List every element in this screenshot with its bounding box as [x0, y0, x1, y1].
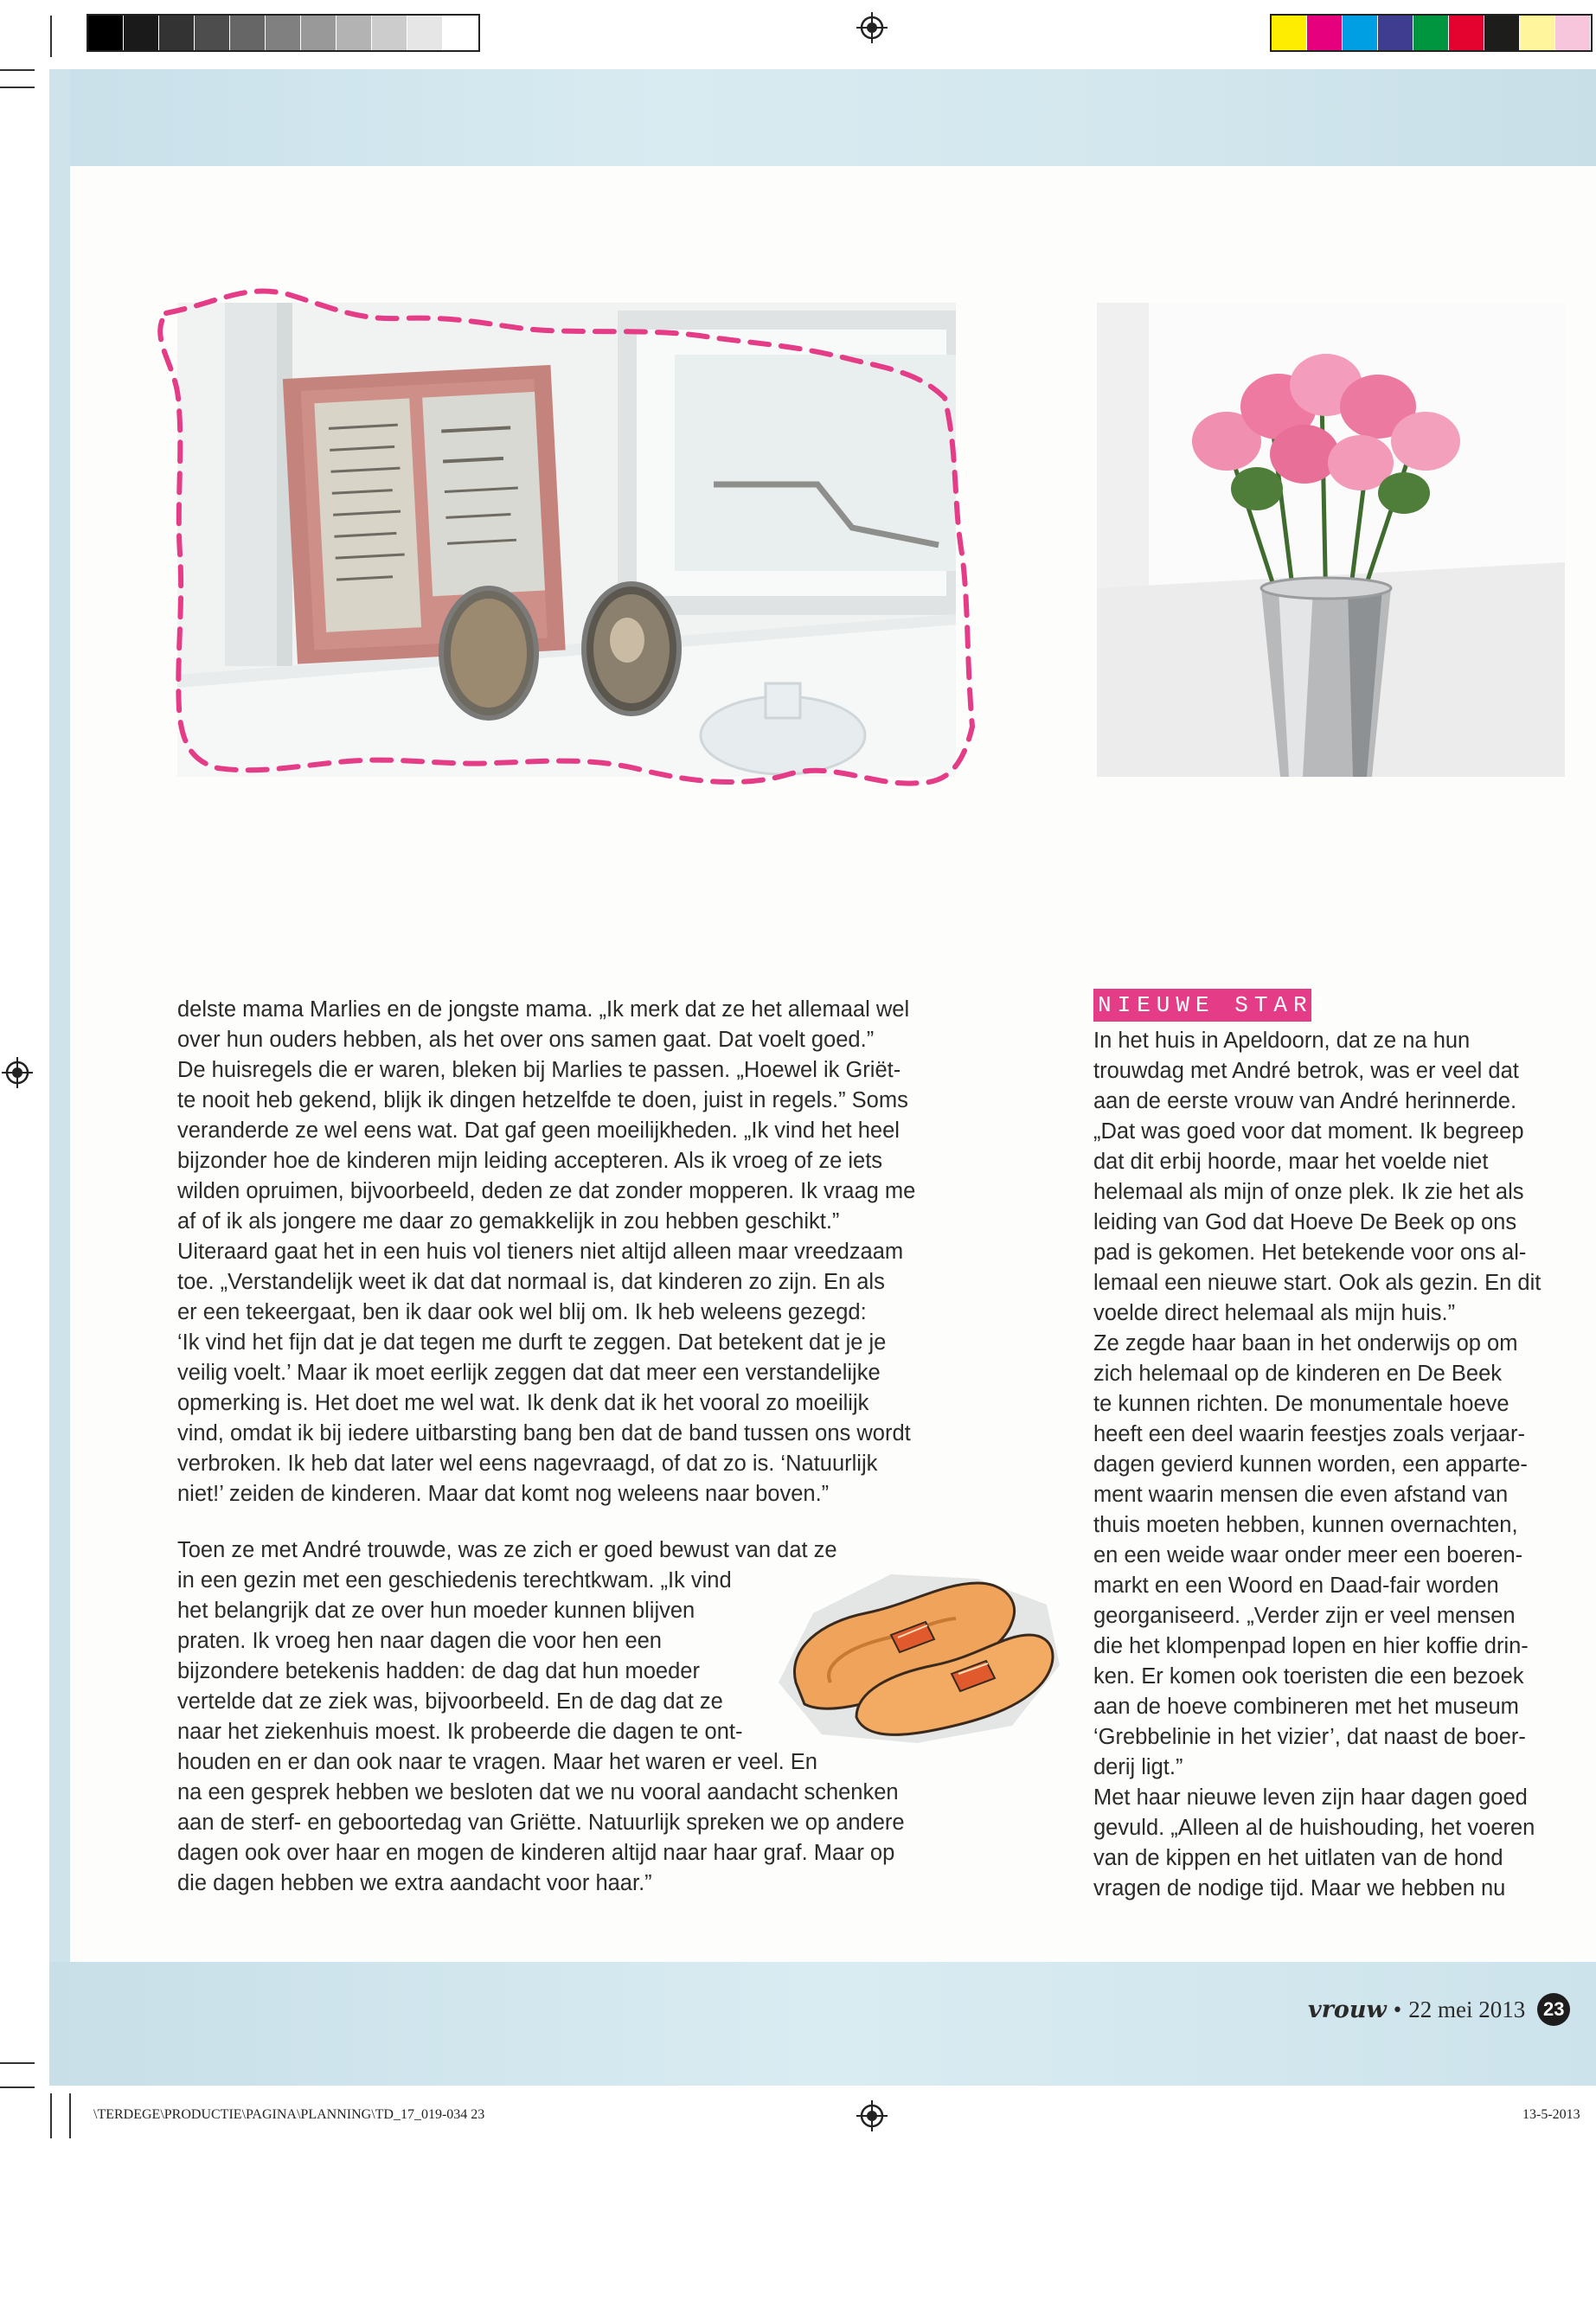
color-swatch: [1413, 16, 1449, 50]
color-swatch: [1484, 16, 1520, 50]
text-line: bijzondere betekenis hadden: de dag dat hun moeder: [177, 1659, 700, 1683]
text-line: wilden opruimen, bijvoorbeeld, deden ze dat zonder mopperen. Ik vraag me: [177, 1179, 916, 1203]
text-line: het belangrijk dat ze over hun moeder kunnen blijven: [177, 1599, 695, 1623]
registration-mark-icon: [856, 12, 888, 43]
text-line: er een tekeergaat, ben ik daar ook wel blij om. Ik heb weleens gezegd:: [177, 1300, 867, 1324]
text-line: die het klompenpad lopen en hier koffie drin-: [1093, 1634, 1529, 1658]
top-texture-band: [49, 69, 1596, 166]
text-line: naar het ziekenhuis moest. Ik probeerde die dagen te ont-: [177, 1720, 743, 1744]
left-texture-band: [49, 69, 70, 1962]
text-line: veilig voelt.’ Maar ik moet eerlijk zeggen dat dat meer een verstandelijke: [177, 1361, 881, 1385]
text-line: praten. Ik vroeg hen naar dagen die voor hen een: [177, 1629, 662, 1653]
text-line: georganiseerd. „Verder zijn er veel mensen: [1093, 1604, 1516, 1628]
text-line: verbroken. Ik heb dat later wel eens nagevraagd, of dat zo is. ‘Natuurlijk: [177, 1452, 878, 1476]
rose-vase-icon: [1097, 303, 1565, 777]
text-line: te nooit heb gekend, blijk ik dingen hetzelfde te doen, juist in regels.” Soms: [177, 1088, 908, 1112]
process-color-bar: [1270, 14, 1593, 52]
crop-mark: [0, 2062, 35, 2064]
text-line: heeft een deel waarin feestjes zoals verjaar-: [1093, 1422, 1525, 1446]
text-line: zich helemaal op de kinderen en De Beek: [1093, 1362, 1503, 1386]
color-swatch: [88, 16, 124, 50]
color-swatch: [372, 16, 407, 50]
color-swatch: [1343, 16, 1378, 50]
text-line: dagen gevierd kunnen worden, een apparte-: [1093, 1452, 1528, 1477]
text-line: toe. „Verstandelijk weet ik dat dat normaal is, dat kinderen zo zijn. En als: [177, 1270, 885, 1294]
crop-mark: [69, 2093, 71, 2138]
crop-mark: [0, 2086, 35, 2088]
color-swatch: [1307, 16, 1343, 50]
left-column-text: [177, 995, 915, 1509]
text-line: voelde direct helemaal als mijn huis.”: [1093, 1301, 1456, 1325]
text-line: „Dat was goed voor dat moment. Ik begreep: [1093, 1119, 1524, 1144]
color-swatch: [1555, 16, 1591, 50]
text-line: die dagen hebben we extra aandacht voor haar.”: [177, 1871, 652, 1895]
section-heading: NIEUWE START: [1093, 989, 1311, 1022]
text-line: derij ligt.”: [1093, 1755, 1183, 1779]
text-line: te kunnen richten. De monumentale hoeve: [1093, 1392, 1509, 1416]
registration-mark-icon: [856, 2100, 888, 2131]
text-line: vind, omdat ik bij iedere uitbarsting bang ben dat de band tussen ons wordt: [177, 1421, 911, 1445]
text-line: aan de sterf- en geboortedag van Griëtte. Natuurlijk spreken we op andere: [177, 1811, 905, 1835]
text-line: pad is gekomen. Het betekende voor ons al-: [1093, 1240, 1527, 1265]
right-column-text: [1093, 1026, 1541, 1904]
text-line: in een gezin met een geschiedenis terechtkwam. „Ik vind: [177, 1568, 732, 1593]
text-line: gevuld. „Alleen al de huishouding, het voeren: [1093, 1816, 1535, 1840]
color-swatch: [266, 16, 301, 50]
text-line: vertelde dat ze ziek was, bijvoorbeeld. En de dag dat ze: [177, 1689, 723, 1714]
text-line: ken. Er komen ook toeristen die een bezoek: [1093, 1664, 1524, 1689]
crop-mark: [0, 87, 35, 88]
text-line: Met haar nieuwe leven zijn haar dagen goed: [1093, 1785, 1528, 1810]
text-line: Toen ze met André trouwde, was ze zich er goed bewust van dat ze: [177, 1538, 837, 1562]
text-line: af of ik als jongere me daar zo gemakkelijk in zou hebben geschikt.”: [177, 1209, 840, 1234]
color-swatch: [337, 16, 372, 50]
text-line: Ze zegde haar baan in het onderwijs op om: [1093, 1331, 1518, 1356]
text-line: De huisregels die er waren, bleken bij Marlies te passen. „Hoewel ik Griët-: [177, 1058, 901, 1082]
grayscale-color-bar: [87, 14, 480, 52]
text-line: leiding van God dat Hoeve De Beek op ons: [1093, 1210, 1517, 1234]
text-line: opmerking is. Het doet me wel wat. Ik denk dat ik het vooral zo moeilijk: [177, 1391, 869, 1415]
text-line: houden en er dan ook naar te vragen. Maar het waren er veel. En: [177, 1750, 817, 1774]
text-line: trouwdag met André betrok, was er veel dat: [1093, 1059, 1519, 1083]
text-line: Uiteraard gaat het in een huis vol tieners niet altijd alleen maar vreedzaam: [177, 1240, 904, 1264]
issue-date: 22 mei 2013: [1408, 1996, 1526, 2022]
color-swatch: [159, 16, 195, 50]
page-footer: [1308, 1990, 1570, 2029]
text-line: aan de hoeve combineren met het museum: [1093, 1695, 1519, 1719]
wooden-clogs-icon: [761, 1553, 1064, 1752]
text-line: veranderde ze wel eens wat. Dat gaf geen moeilijkheden. „Ik vind het heel: [177, 1118, 900, 1143]
text-line: over hun ouders hebben, als het over ons samen gaat. Dat voelt goed.”: [177, 1028, 875, 1052]
color-swatch: [124, 16, 159, 50]
text-line: helemaal als mijn of onze plek. Ik zie het als: [1093, 1180, 1524, 1204]
text-line: dagen ook over haar en mogen de kinderen altijd naar haar graf. Maar op: [177, 1841, 895, 1865]
crop-mark: [50, 2093, 52, 2138]
color-swatch: [1272, 16, 1307, 50]
text-line: ment waarin mensen die even afstand van: [1093, 1483, 1509, 1507]
crop-mark: [50, 16, 52, 57]
magazine-brand: vrouw: [1308, 1996, 1387, 2023]
text-line: delste mama Marlies en de jongste mama. „Ik merk dat ze het allemaal wel: [177, 997, 910, 1022]
text-line: ‘Ik vind het fijn dat je dat tegen me durft te zeggen. Dat betekent dat je je: [177, 1330, 887, 1355]
registration-mark-icon: [2, 1057, 33, 1088]
color-swatch: [195, 16, 230, 50]
footer-separator: •: [1393, 1996, 1402, 2022]
color-swatch: [1449, 16, 1484, 50]
dashed-decorative-frame: [140, 277, 992, 804]
color-swatch: [230, 16, 266, 50]
print-slug-path: \TERDEGE\PRODUCTIE\PAGINA\PLANNING\TD_17_019-034 23: [93, 2107, 485, 2122]
text-line: dat dit erbij hoorde, maar het voelde niet: [1093, 1150, 1489, 1174]
color-swatch: [1520, 16, 1555, 50]
page-number: 23: [1537, 1993, 1570, 2026]
text-line: aan de eerste vrouw van André herinnerde.: [1093, 1089, 1517, 1113]
color-swatch: [443, 16, 478, 50]
color-swatch: [1378, 16, 1413, 50]
text-line: bijzonder hoe de kinderen mijn leiding accepteren. Als ik vroeg of ze iets: [177, 1149, 883, 1173]
text-line: na een gesprek hebben we besloten dat we nu vooral aandacht schenken: [177, 1780, 899, 1804]
text-line: markt en een Woord en Daad-fair worden: [1093, 1574, 1499, 1598]
text-line: ‘Grebbelinie in het vizier’, dat naast de boer-: [1093, 1725, 1526, 1749]
text-line: vragen de nodige tijd. Maar we hebben nu: [1093, 1876, 1506, 1900]
text-line: thuis moeten hebben, kunnen overnachten,: [1093, 1513, 1518, 1537]
color-swatch: [301, 16, 337, 50]
text-line: van de kippen en het uitlaten van de hond: [1093, 1846, 1503, 1870]
print-slug-date: 13-5-2013: [1522, 2107, 1580, 2122]
text-line: niet!’ zeiden de kinderen. Maar dat komt nog weleens naar boven.”: [177, 1482, 830, 1506]
text-line: en een weide waar onder meer een boeren-: [1093, 1543, 1523, 1567]
text-line: lemaal een nieuwe start. Ook als gezin. En dit: [1093, 1271, 1542, 1295]
color-swatch: [407, 16, 443, 50]
crop-mark: [0, 69, 35, 71]
text-line: In het huis in Apeldoorn, dat ze na hun: [1093, 1029, 1471, 1053]
